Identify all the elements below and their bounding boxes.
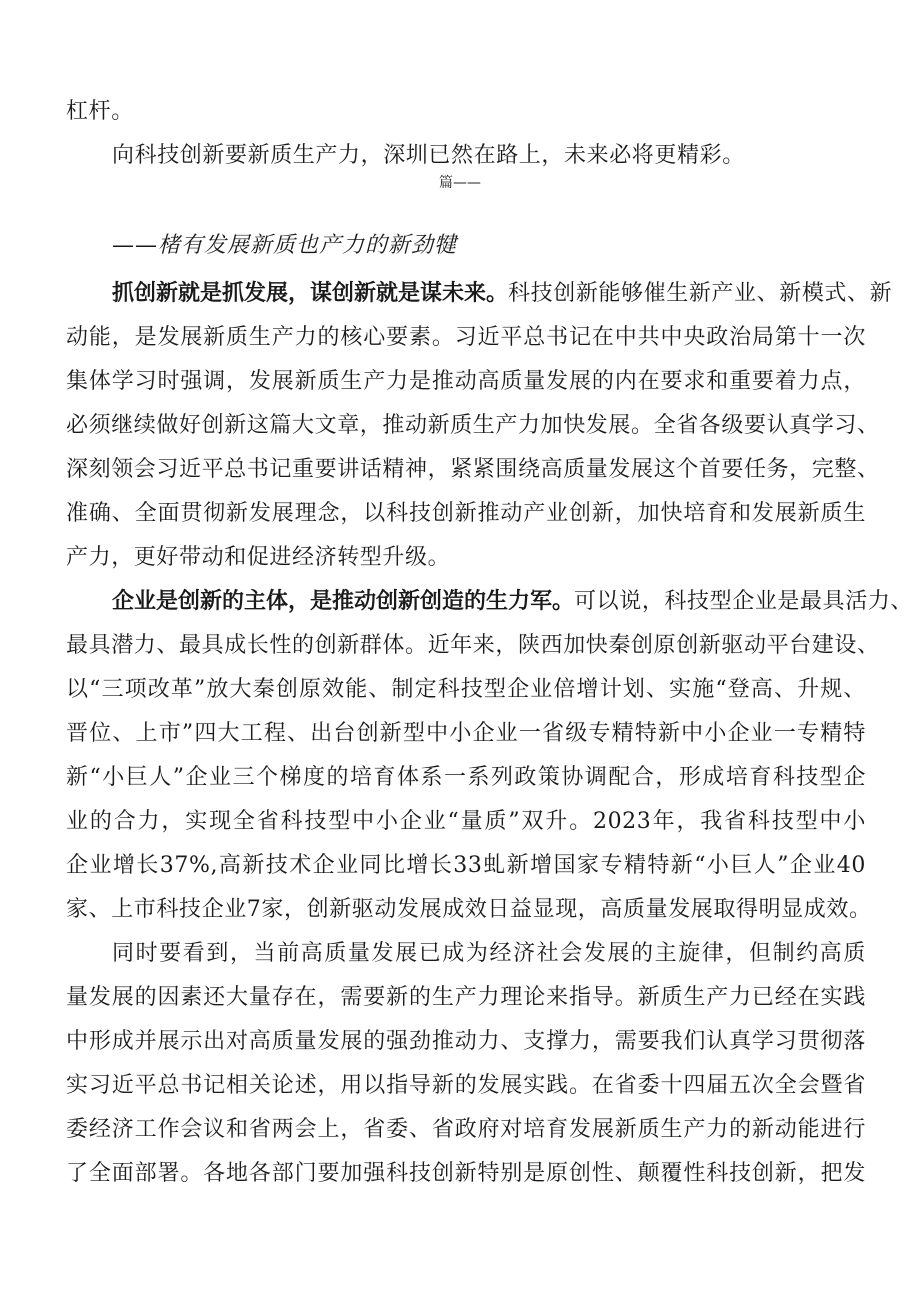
para1-lead: 抓创新就是抓发展，谋创新就是谋未来。	[112, 281, 509, 306]
para1-line-1-rest: 科技创新能够催生新产业、新模式、新	[508, 281, 893, 306]
para2-line-1-rest: 可以说，科技型企业是最具活力、	[574, 589, 914, 614]
para3-line: 同时要看到，当前高质量发展已成为经济社会发展的主旋律，但制约高质	[112, 941, 866, 966]
section-subtitle: ——楮有发展新质也产力的新劲犍	[112, 233, 458, 258]
para3-line: 委经济工作会议和省两会上，省委、省政府对培育发展新质生产力的新动能进行	[66, 1117, 866, 1142]
para1-line: 深刻领会习近平总书记重要讲话精神，紧紧围绕高质量发展这个首要任务，完整、	[66, 457, 880, 482]
para3-line: 中形成并展示出对高质量发展的强劲推动力、支撑力，需要我们认真学习贯彻落	[66, 1029, 866, 1054]
para2-line: 新“小巨人”企业三个梯度的培育体系一系列政策协调配合，形成培育科技型企	[66, 765, 866, 790]
para2-line: 业的合力，实现全省科技型中小企业“量质”双升。2023年，我省科技型中小	[66, 809, 866, 834]
para1-line-1	[112, 272, 893, 316]
para3-line: 了全面部署。各地各部门要加强科技创新特别是原创性、颠覆性科技创新，把发	[66, 1161, 866, 1186]
para1-line: 动能，是发展新质生产力的核心要素。习近平总书记在中共中央政治局第十一次	[66, 325, 866, 350]
intro-line-2: 向科技创新要新质生产力，深圳已然在路上，未来必将更精彩。	[112, 143, 745, 168]
para2-line-1	[112, 580, 914, 624]
para3-line: 实习近平总书记相关论述，用以指导新的发展实践。在省委十四届五次全会暨省	[66, 1073, 866, 1098]
para2-line: 企业增长37%,高新技术企业同比增长33虬新增国家专精特新“小巨人”企业40	[66, 853, 866, 878]
para1-line: 产力，更好带动和促进经济转型升级。	[66, 545, 451, 570]
para1-line: 集体学习时强调，发展新质生产力是推动高质量发展的内在要求和重要着力点，	[66, 369, 866, 394]
para2-lead: 企业是创新的主体，是推动创新创造的生力军。	[112, 589, 575, 614]
para2-line: 家、上市科技企业7家，创新驱动发展成效日益显现，高质量发展取得明显成效。	[66, 897, 872, 922]
para1-line: 准确、全面贯彻新发展理念，以科技创新推动产业创新，加快培育和发展新质生	[66, 501, 866, 526]
para2-line: 最具潜力、最具成长性的创新群体。近年来，陕西加快秦创原创新驱动平台建设、	[66, 633, 880, 658]
section-separator: 篇——	[439, 175, 481, 191]
para2-line: 以“三项改革”放大秦创原效能、制定科技型企业倍增计划、实施“登高、升规、	[66, 677, 866, 702]
para1-line: 必须继续做好创新这篇大文章，推动新质生产力加快发展。全省各级要认真学习、	[66, 413, 880, 438]
para2-line: 晋位、上市”四大工程、出台创新型中小企业一省级专精特新中小企业一专精特	[66, 721, 866, 746]
intro-line-1: 杠杆。	[66, 99, 134, 124]
para3-line: 量发展的因素还大量存在，需要新的生产力理论来指导。新质生产力已经在实践	[66, 985, 866, 1010]
